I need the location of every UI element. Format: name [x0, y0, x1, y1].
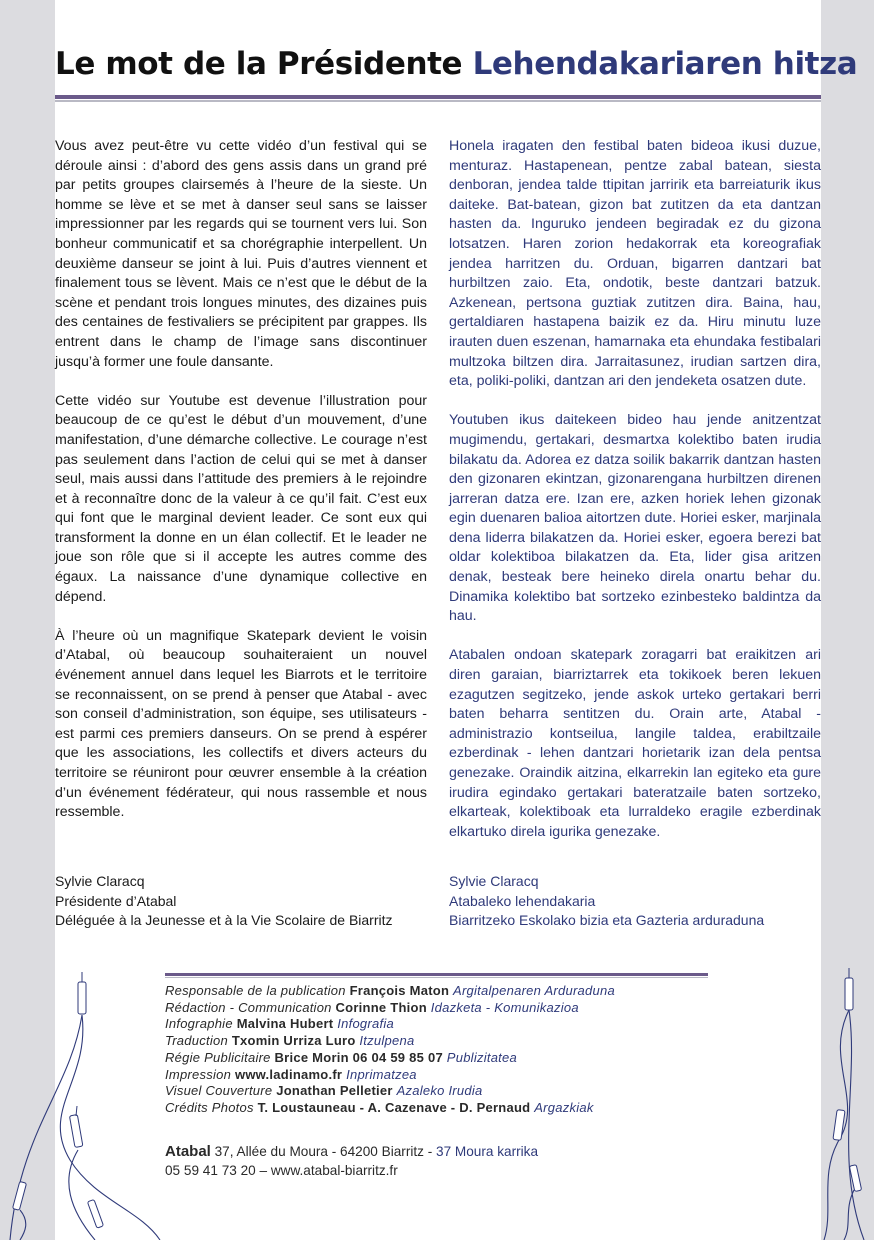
signature-french [55, 872, 393, 931]
credit-row [165, 1016, 615, 1033]
address-block [165, 1142, 538, 1180]
credit-basque: Itzulpena [359, 1033, 415, 1049]
audio-cable-illustration-right [804, 960, 874, 1240]
credits-block [165, 983, 615, 1117]
french-paragraph: À l’heure où un magnifique Skatepark devient le voisin d’Atabal, où beaucoup souhaiteraient un nouvel événement annuel dans lequel les Biarrots et le territoire se reconnaissent, on se prend à penser que Atabal - avec son conseil d’administration, son équipe, ses utilisateurs - est parmi ces premiers danseurs. On se prend à espérer que les associations, les collectifs et divers acteurs du territoire se réuniront pour œuvrer ensemble à la création d’un événement fédérateur, qui nous rassemble et nous ressemble. [55, 627, 427, 821]
credit-row [165, 1050, 615, 1067]
credit-label: Rédaction - Communication [165, 999, 332, 1015]
basque-paragraph: Honela iragaten den festibal baten bideoa ikusi duzue, menturaz. Hastapenean, pentze zabal batean, siesta denboran, jendea talde ttipitan jarririk eta barreiaturik ikus daiteke. Bat-batean, gizon bat zutitzen da eta dantzan hasten da. Inguruko jendeen begiradak ez du gizona lotsatzen. Haren zorion hedakorrak eta koreografiak jendea harritzen du. Orduan, bigarren dantzari bat hurbiltzen zaio. Eta, ondotik, beste dantzari batzuk. Azkenean, pertsona guztiak zutitzen dira. Baina, hau, gertaldiaren hastapena baizik ez da. Hiru minutu luze irauten duen eszenan, hamarnaka eta ehundaka festibalari multzoka biltzen dira. Jarraitasunez, irudian sartzen dira, eta, poliki-poliki, dantzan ari den jendeketa osatzen dute. [449, 138, 821, 390]
signature-role-secondary: Biarritzeko Eskolako bizia eta Gazteria arduraduna [449, 912, 765, 928]
credit-basque: Azaleko Irudia [396, 1083, 483, 1099]
credit-row [165, 1100, 615, 1117]
credit-name: Jonathan Pelletier [276, 1083, 393, 1099]
credit-label: Impression [165, 1066, 232, 1082]
basque-paragraph: Atabalen ondoan skatepark zoragarri bat eraikitzen ari diren garaian, biarriztarrek eta tokikoek beren lekuen ezagutzen segitzeko, jende askok urteko gertakari berri baten beharra sentitzen du. Orain arte, Atabal - administrazio kontseilua, langile taldea, erabiltzaile ezberdinak - lehen dantzari horietarik izan dela pentsa genezake. Oraindik aitzina, elkarrekin lan egiteko eta gure irudira egindako gertakari bateratzaile baten sortzeko, elkarteak, kolektiboak eta lurraldeko eragile ezberdinak elkartuko direla igurika genezake. [449, 647, 821, 840]
signature-name: Sylvie Claracq [55, 873, 145, 889]
title-french: Le mot de la Présidente [55, 46, 463, 82]
credit-row [165, 1083, 615, 1100]
credit-label: Crédits Photos [165, 1099, 254, 1115]
credit-label: Responsable de la publication [165, 983, 346, 998]
contact-line[interactable]: 05 59 41 73 20 – www.atabal-biarritz.fr [165, 1163, 398, 1178]
credits-rule-purple [165, 973, 708, 976]
credit-name: Txomin Urriza Luro [231, 1033, 356, 1049]
credit-name: Malvina Hubert [236, 1016, 334, 1032]
credit-basque: Argitalpenaren Arduraduna [453, 983, 615, 998]
title-basque: Lehendakariaren hitza [472, 46, 858, 82]
credit-label: Visuel Couverture [165, 1083, 273, 1099]
signature-role: Présidente d’Atabal [55, 892, 177, 909]
title-rule-grey [55, 100, 821, 102]
credit-basque: Infografia [337, 1016, 394, 1032]
credit-label: Traduction [165, 1033, 228, 1049]
signature-role: Atabaleko lehendakaria [449, 892, 596, 909]
credit-name: François Maton [349, 983, 450, 998]
signature-role-secondary: Déléguée à la Jeunesse et à la Vie Scolaire de Biarritz [55, 912, 393, 928]
title-rule-purple [55, 95, 821, 99]
credit-name: T. Loustauneau - A. Cazenave - D. Pernaud [257, 1099, 531, 1115]
signature-name: Sylvie Claracq [449, 873, 539, 889]
address-line [165, 1142, 538, 1161]
credit-label: Régie Publicitaire [165, 1049, 271, 1065]
french-paragraph: Cette vidéo sur Youtube est devenue l’illustration pour beaucoup de ce qu’est le début d’un mouvement, d’une manifestation, d’une démarche collective. Le courage n’est pas seulement dans l’action de celui qui se met à danser seul, mais aussi dans l’attitude des premiers à le rejoindre et à reconnaître donc de la valeur à ce qu’il fait. C’est eux qui font que le marginal devient leader. Ce sont eux qui transforment la donne en un élan collectif. Et le leader ne joue son rôle que si il accepte les autres comme des égaux. La naissance d’une dynamique collective en dépend. [55, 392, 427, 605]
signature-basque [449, 872, 764, 931]
credit-basque: Idazketa - Komunikazioa [430, 999, 579, 1015]
address-french: 37, Allée du Moura - 64200 Biarritz - [214, 1144, 433, 1159]
french-column [55, 137, 427, 842]
credit-row [165, 1000, 615, 1017]
basque-paragraph: Youtuben ikus daitekeen bideo hau jende anitzentzat mugimendu, gertakari, desmartxa kolektibo baten irudia bilakatu da. Adorea ez datza soilik bakarrik dantzan hasten den gizonaren ekintzan, gizonarengana hurbiltzen direnen jarreran datza ere. Izan ere, azken horiek lehen gizonak egin duenaren balioa aitortzen dute. Horiei esker, marjinala dena liderra bilakatzen da. Horiei esker, egoera berezi bat oldar kolektiboa bilakatzen da. Eta, lider gisa aritzen denak, besteak bere heineko direla onartu behar du. Dinamika kolektibo bat sortzeko ezinbesteko baldintza da hau. [449, 412, 821, 625]
credits-rule-grey [165, 977, 708, 978]
french-paragraph: Vous avez peut-être vu cette vidéo d’un festival qui se déroule ainsi : d’abord des gens assis dans un grand pré par petits groupes clairsemés à l’heure de la sieste. Un homme se lève et se met à danser seul sans se laisser impressionner par les regards qui se tournent vers lui. Son bonheur communicatif et sa chorégraphie interpellent. Un deuxième danseur se joint à lui. Puis d’autres viennent et finalement tous se lèvent. Mais ce n’est que le début de la scène et pendant trois longues minutes, des dizaines puis des centaines de festivaliers se précipitent par grappes. Ils entrent dans le champ de l’image sans discontinuer jusqu’à former une foule dansante. [55, 138, 427, 370]
credit-row [165, 1067, 615, 1084]
credit-basque: Argazkiak [534, 1099, 594, 1115]
credit-basque: Publizitatea [446, 1049, 518, 1065]
page-title [55, 46, 858, 94]
credit-name: Corinne Thion [335, 999, 427, 1015]
credit-name: Brice Morin 06 04 59 85 07 [274, 1049, 443, 1065]
brand-name: Atabal [165, 1143, 211, 1160]
credit-row [165, 983, 615, 1000]
credit-row [165, 1033, 615, 1050]
printer-link[interactable]: www.ladinamo.fr [234, 1066, 343, 1082]
credit-basque: Inprimatzea [346, 1066, 417, 1082]
basque-column [449, 137, 821, 862]
audio-cable-illustration-left [0, 960, 165, 1240]
credit-label: Infographie [165, 1016, 233, 1032]
address-basque: 37 Moura karrika [436, 1144, 539, 1159]
